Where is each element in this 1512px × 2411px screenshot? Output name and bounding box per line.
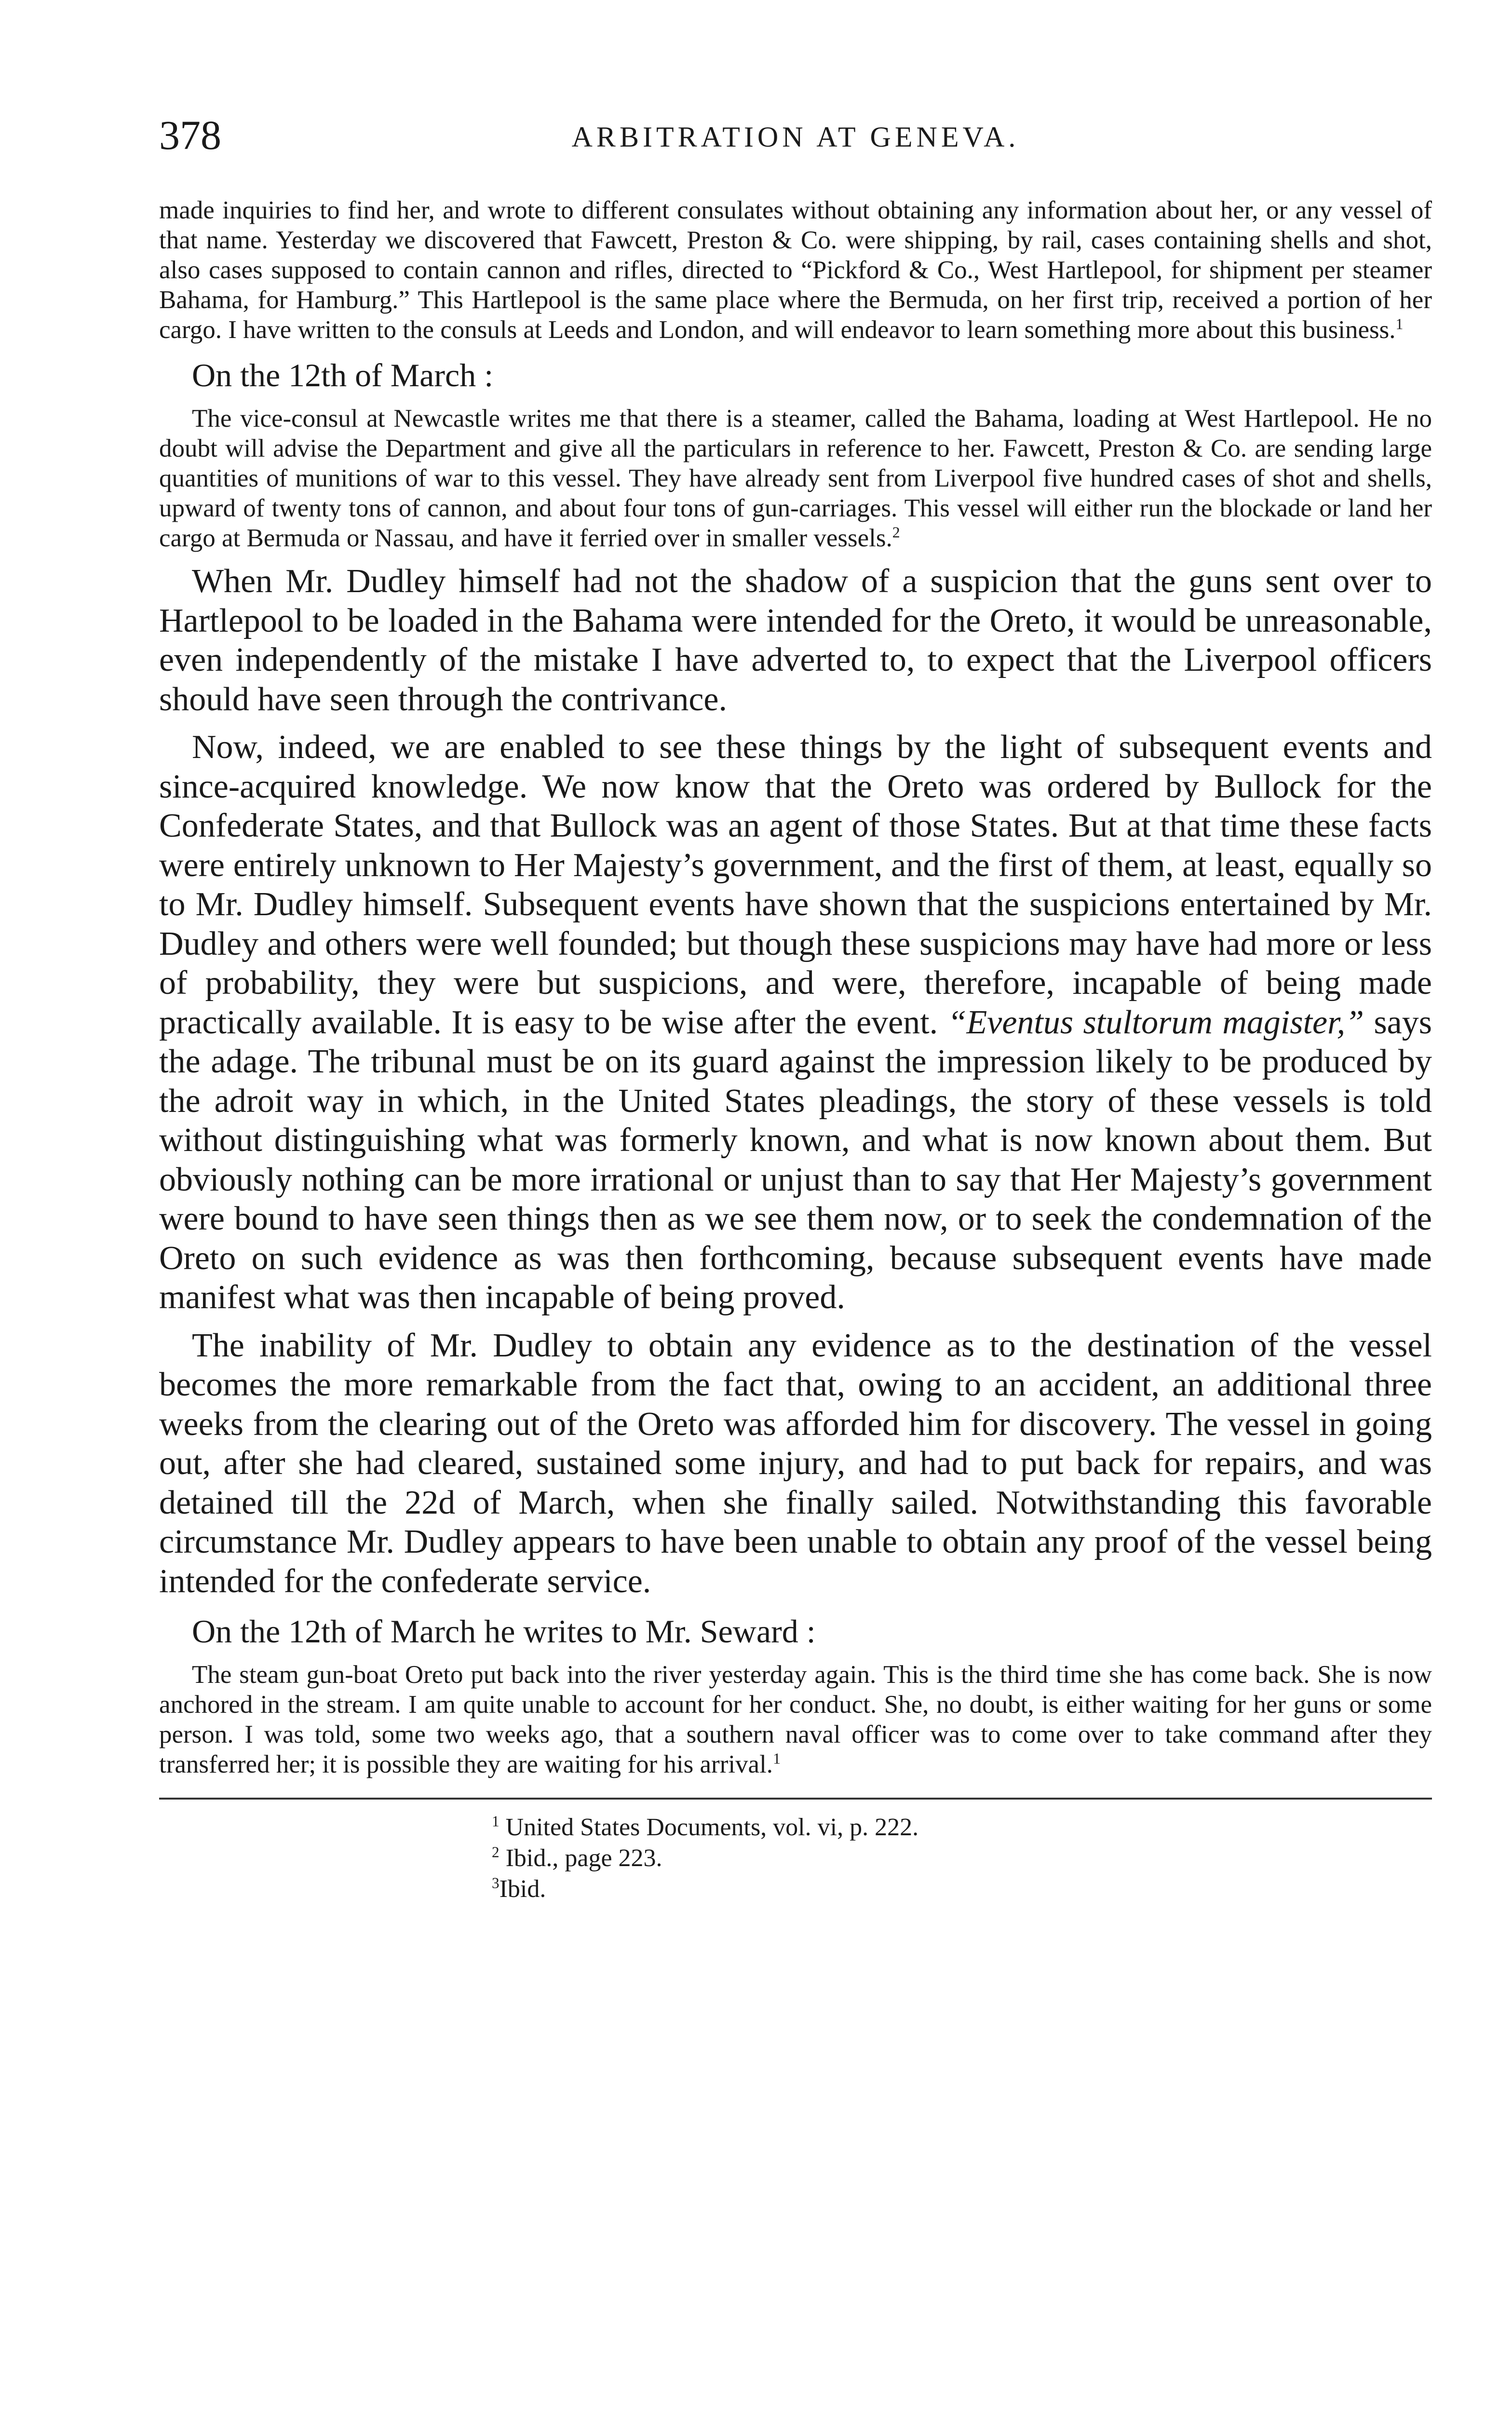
footnote-divider — [159, 1798, 1432, 1800]
paragraph-text: says the adage. The tribunal must be on its guard against the impression likely to be produced by the adroit way in which, in the United States pleadings, the story of these vessels is told without distinguishing what was formerly known, and what is now known about them. But obviously nothing can be more irrational or unjust than to say that Her Majesty’s government were bound to have seen things then as we see them now, or to seek the condemnation of the Oreto on such evidence as was then forthcoming, because subsequent events have made manifest what was then incapable of being proved. — [159, 1003, 1432, 1316]
paragraph-text: Now, indeed, we are enabled to see these things by the light of subsequent events and since-acquired knowledge. We now know that the Oreto was ordered by Bullock for the Confederate States, and that Bullock was an agent of those States. But at that time these facts were entirely unknown to Her Majesty’s government, and the first of them, at least, equally so to Mr. Dudley himself. Subsequent events have shown that the suspicions entertained by Mr. Dudley and others were well founded; but though these suspicions may have had more or less of probability, they were but suspicions, and were, therefore, incapable of being made practically available. It is easy to be wise after the event. — [159, 729, 1432, 1041]
quote-intro: On the 12th of March he writes to Mr. Seward : — [192, 1613, 816, 1650]
footnote — [492, 1874, 1432, 1905]
footnote-text: Ibid., page 223. — [505, 1844, 662, 1872]
footnote-text: United States Documents, vol. vi, p. 222. — [505, 1814, 919, 1841]
footnote — [492, 1812, 1432, 1843]
block-quote — [159, 1660, 1432, 1779]
footnote-marker: 2 — [492, 1843, 500, 1861]
footnote-ref: 1 — [773, 1750, 781, 1767]
quote-text: The steam gun-boat Oreto put back into the river yesterday again. This is the third time she has come back. She is now anchored in the stream. I am quite unable to account for her conduct. She, no doubt, is either waiting for her guns or some person. I was told, some two weeks ago, that a southern naval officer was to come over to take command after they transferred her; it is possible they are waiting for his arrival. — [159, 1661, 1432, 1778]
footnotes — [492, 1812, 1432, 1905]
running-title: ARBITRATION AT GENEVA. — [571, 121, 1020, 153]
quote-text: The vice-consul at Newcastle writes me that there is a steamer, called the Bahama, loading at West Hartlepool. He no doubt will advise the Department and give all the particulars in reference to her. Fawcett, Preston & Co. are sending large quantities of munitions of war to this vessel. They have already sent from Liverpool five hundred cases of shot and shells, upward of twenty tons of cannon, and about four tons of gun-carriages. This vessel will either run the blockade or land her cargo at Bermuda or Nassau, and have it ferried over in smaller vessels. — [159, 405, 1432, 552]
running-head — [159, 111, 1432, 164]
page-number: 378 — [159, 112, 221, 158]
footnote-text: Ibid. — [499, 1875, 546, 1903]
footnote-ref: 2 — [892, 524, 900, 541]
paragraph: When Mr. Dudley himself had not the shadow of a suspicion that the guns sent over to Hartlepool to be loaded in the Bahama were intended for the Oreto, it would be unreasonable, even independently of the mistake I have adverted to, to expect that the Liverpool officers should have seen through the contrivance. — [159, 563, 1432, 718]
footnote-ref: 1 — [1395, 315, 1404, 333]
footnote — [492, 1843, 1432, 1874]
quote-intro: On the 12th of March : — [192, 357, 494, 393]
block-quote-continued — [159, 195, 1432, 345]
footnote-marker: 3 — [492, 1874, 500, 1892]
latin-quotation: “Eventus stultorum magister,” — [947, 1003, 1364, 1041]
block-quote — [159, 404, 1432, 553]
quote-text: made inquiries to find her, and wrote to different consulates without obtaining any information about her, or any vessel of that name. Yesterday we discovered that Fawcett, Preston & Co. were shipping, by rail, cases containing shells and shot, also cases supposed to contain cannon and rifles, directed to “Pickford & Co., West Hartlepool, for shipment per steamer Bahama, for Hamburg.” This Hartlepool is the same place where the Bermuda, on her first trip, received a portion of her cargo. I have written to the consuls at Leeds and London, and will endeavor to learn something more about this business. — [159, 196, 1432, 344]
paragraph — [159, 728, 1432, 1317]
paragraph: The inability of Mr. Dudley to obtain any evidence as to the destination of the vessel becomes the more remarkable from the fact that, owing to an accident, an additional three weeks from the clearing out of the Oreto was afforded him for discovery. The vessel in going out, after she had cleared, sustained some injury, and had to put back for repairs, and was detained till the 22d of March, when she finally sailed. Notwithstanding this favorable circumstance Mr. Dudley appears to have been unable to obtain any proof of the vessel being intended for the confederate service. — [159, 1327, 1432, 1600]
footnote-marker: 1 — [492, 1813, 500, 1830]
body-text — [159, 195, 1432, 1905]
